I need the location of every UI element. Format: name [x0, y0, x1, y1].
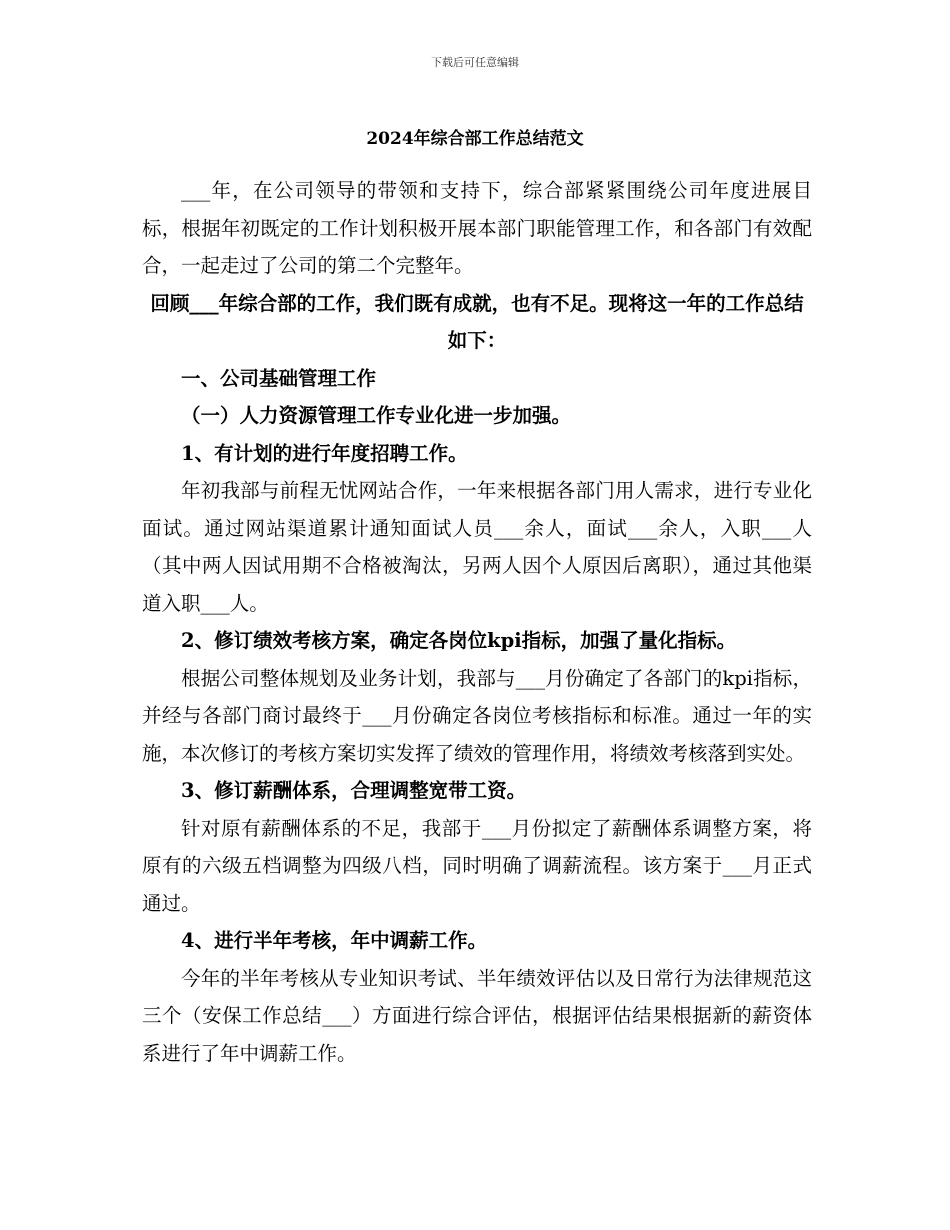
- section-heading-1: 一、公司基础管理工作: [181, 366, 377, 390]
- item-heading-4: 4、进行半年考核，年中调薪工作。: [181, 929, 488, 952]
- item-heading-2: 2、修订绩效考核方案，确定各岗位kpi指标，加强了量化指标。: [181, 629, 737, 652]
- paragraph-intro: ___年，在公司领导的带领和支持下，综合部紧紧围绕公司年度进展目标，根据年初既定的工作计划积极开展本部门职能管理工作，和各部门有效配合，一起走过了公司的第二个完整年。: [142, 179, 812, 277]
- document-title: 2024年综合部工作总结范文: [366, 129, 584, 149]
- subsection-heading-1: （一）人力资源管理工作专业化进一步加强。: [181, 404, 572, 427]
- paragraph-midyear: 今年的半年考核从专业知识考试、半年绩效评估以及日常行为法律规范这三个（安保工作总结___）方面进行综合评估，根据评估结果根据新的薪资体系进行了年中调薪工作。: [142, 966, 812, 1065]
- document-body: [142, 172, 812, 1072]
- paragraph-salary: 针对原有薪酬体系的不足，我部于___月份拟定了薪酬体系调整方案，将原有的六级五档调整为四级八档，同时明确了调薪流程。该方案于___月正式通过。: [142, 816, 812, 915]
- paragraph-review: 回顾___年综合部的工作，我们既有成就，也有不足。现将这一年的工作总结如下：: [150, 291, 804, 352]
- item-heading-3: 3、修订薪酬体系，合理调整宽带工资。: [181, 779, 527, 802]
- paragraph-kpi: 根据公司整体规划及业务计划，我部与___月份确定了各部门的kpi指标，并经与各部门商讨最终于___月份确定各岗位考核指标和标准。通过一年的实施，本次修订的考核方案切实发挥了绩效的管理作用，将绩效考核落到实处。: [142, 666, 812, 765]
- paragraph-recruitment: 年初我部与前程无忧网站合作，一年来根据各部门用人需求，进行专业化面试。通过网站渠道累计通知面试人员___余人，面试___余人，入职___人（其中两人因试用期不合格被淘汰，另两人因个人原因后离职），通过其他渠道入职___人。: [142, 479, 812, 615]
- item-heading-1: 1、有计划的进行年度招聘工作。: [181, 441, 468, 465]
- header-note: 下载后可任意编辑: [431, 56, 519, 69]
